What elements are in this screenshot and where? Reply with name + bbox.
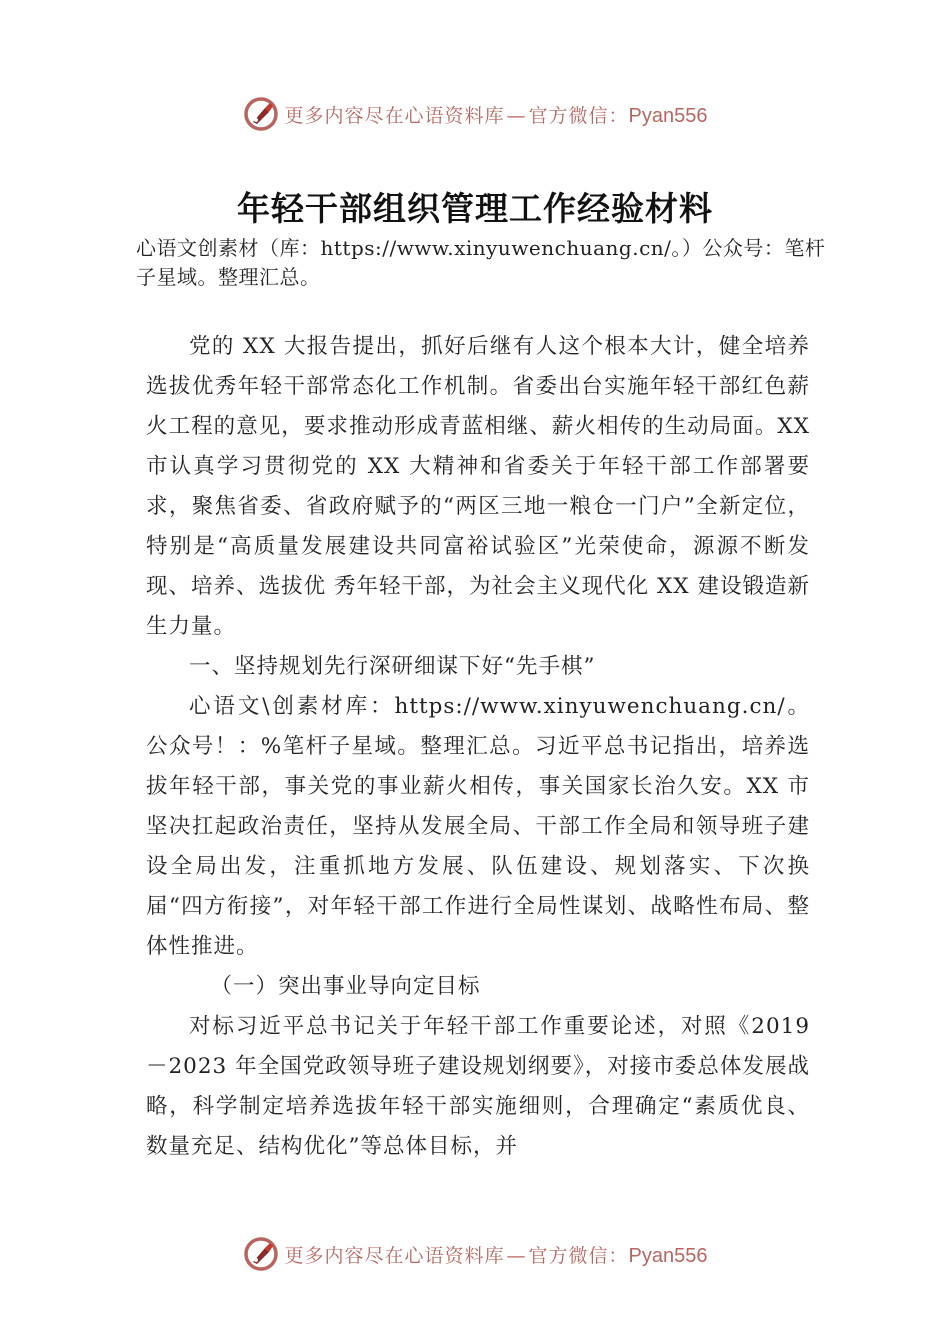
- document-body: [146, 327, 810, 1167]
- banner-dash: —: [506, 1244, 527, 1267]
- banner-wechat-id: Pyan556: [628, 104, 708, 127]
- banner-wechat-label: 官方微信：: [528, 104, 629, 127]
- paragraph-intro: 党的 XX 大报告提出，抓好后继有人这个根本大计，健全培养选拔优秀年轻干部常态化工作机制。省委出台实施年轻干部红色薪火工程的意见，要求推动形成青蓝相继、薪火相传的生动局面。XX 市认真学习贯彻党的 XX 大精神和省委关于年轻干部工作部署要求，聚焦省委、省政府赋予的“两区三地一粮仓一门户”全新定位，特别是“高质量发展建设共同富裕试验区”光荣使命，源源不断发现、培养、选拔优 秀年轻干部，为社会主义现代化 XX 建设锻造新生力量。: [146, 334, 810, 639]
- banner-slogan: 更多内容尽在心语资料库: [284, 104, 505, 127]
- banner-dash: —: [506, 104, 527, 127]
- banner-slogan: 更多内容尽在心语资料库: [284, 1244, 505, 1267]
- paragraph-subsection-1: 对标习近平总书记关于年轻干部工作重要论述，对照《2019－2023 年全国党政领导班子建设规划纲要》，对接市委总体发展战略，科学制定培养选拔年轻干部实施细则，合理确定“素质优良、数量充足、结构优化”等总体目标，并: [146, 1014, 810, 1159]
- banner-wechat-label: 官方微信：: [528, 1244, 629, 1267]
- document-title: 年轻干部组织管理工作经验材料: [237, 189, 713, 228]
- source-note: 心语文创素材（库：https://www.xinyuwenchuang.cn/。）公众号：笔杆子星域。整理汇总。: [136, 236, 826, 289]
- pen-nib-logo-icon: [243, 96, 279, 132]
- footer-banner: [0, 1232, 950, 1276]
- header-banner: [0, 92, 950, 136]
- banner-text: [285, 1241, 708, 1268]
- pen-nib-logo-icon: [243, 1236, 279, 1272]
- paragraph-section-1: 心语文\创素材库：https://www.xinyuwenchuang.cn/。公众号！：%笔杆子星域。整理汇总。习近平总书记指出，培养选拔年轻干部，事关党的事业薪火相传，事关国家长治久安。XX 市坚决扛起政治责任，坚持从发展全局、干部工作全局和领导班子建设全局出发，注重抓地方发展、队伍建设、规划落实、下次换届“四方衔接”，对年轻干部工作进行全局性谋划、战略性布局、整体性推进。: [146, 694, 810, 959]
- banner-wechat-id: Pyan556: [628, 1244, 708, 1267]
- banner-text: [285, 101, 708, 128]
- subsection-heading-1: （一）突出事业导向定目标: [210, 974, 481, 999]
- section-heading-1: 一、坚持规划先行深研细谋下好“先手棋”: [189, 654, 596, 679]
